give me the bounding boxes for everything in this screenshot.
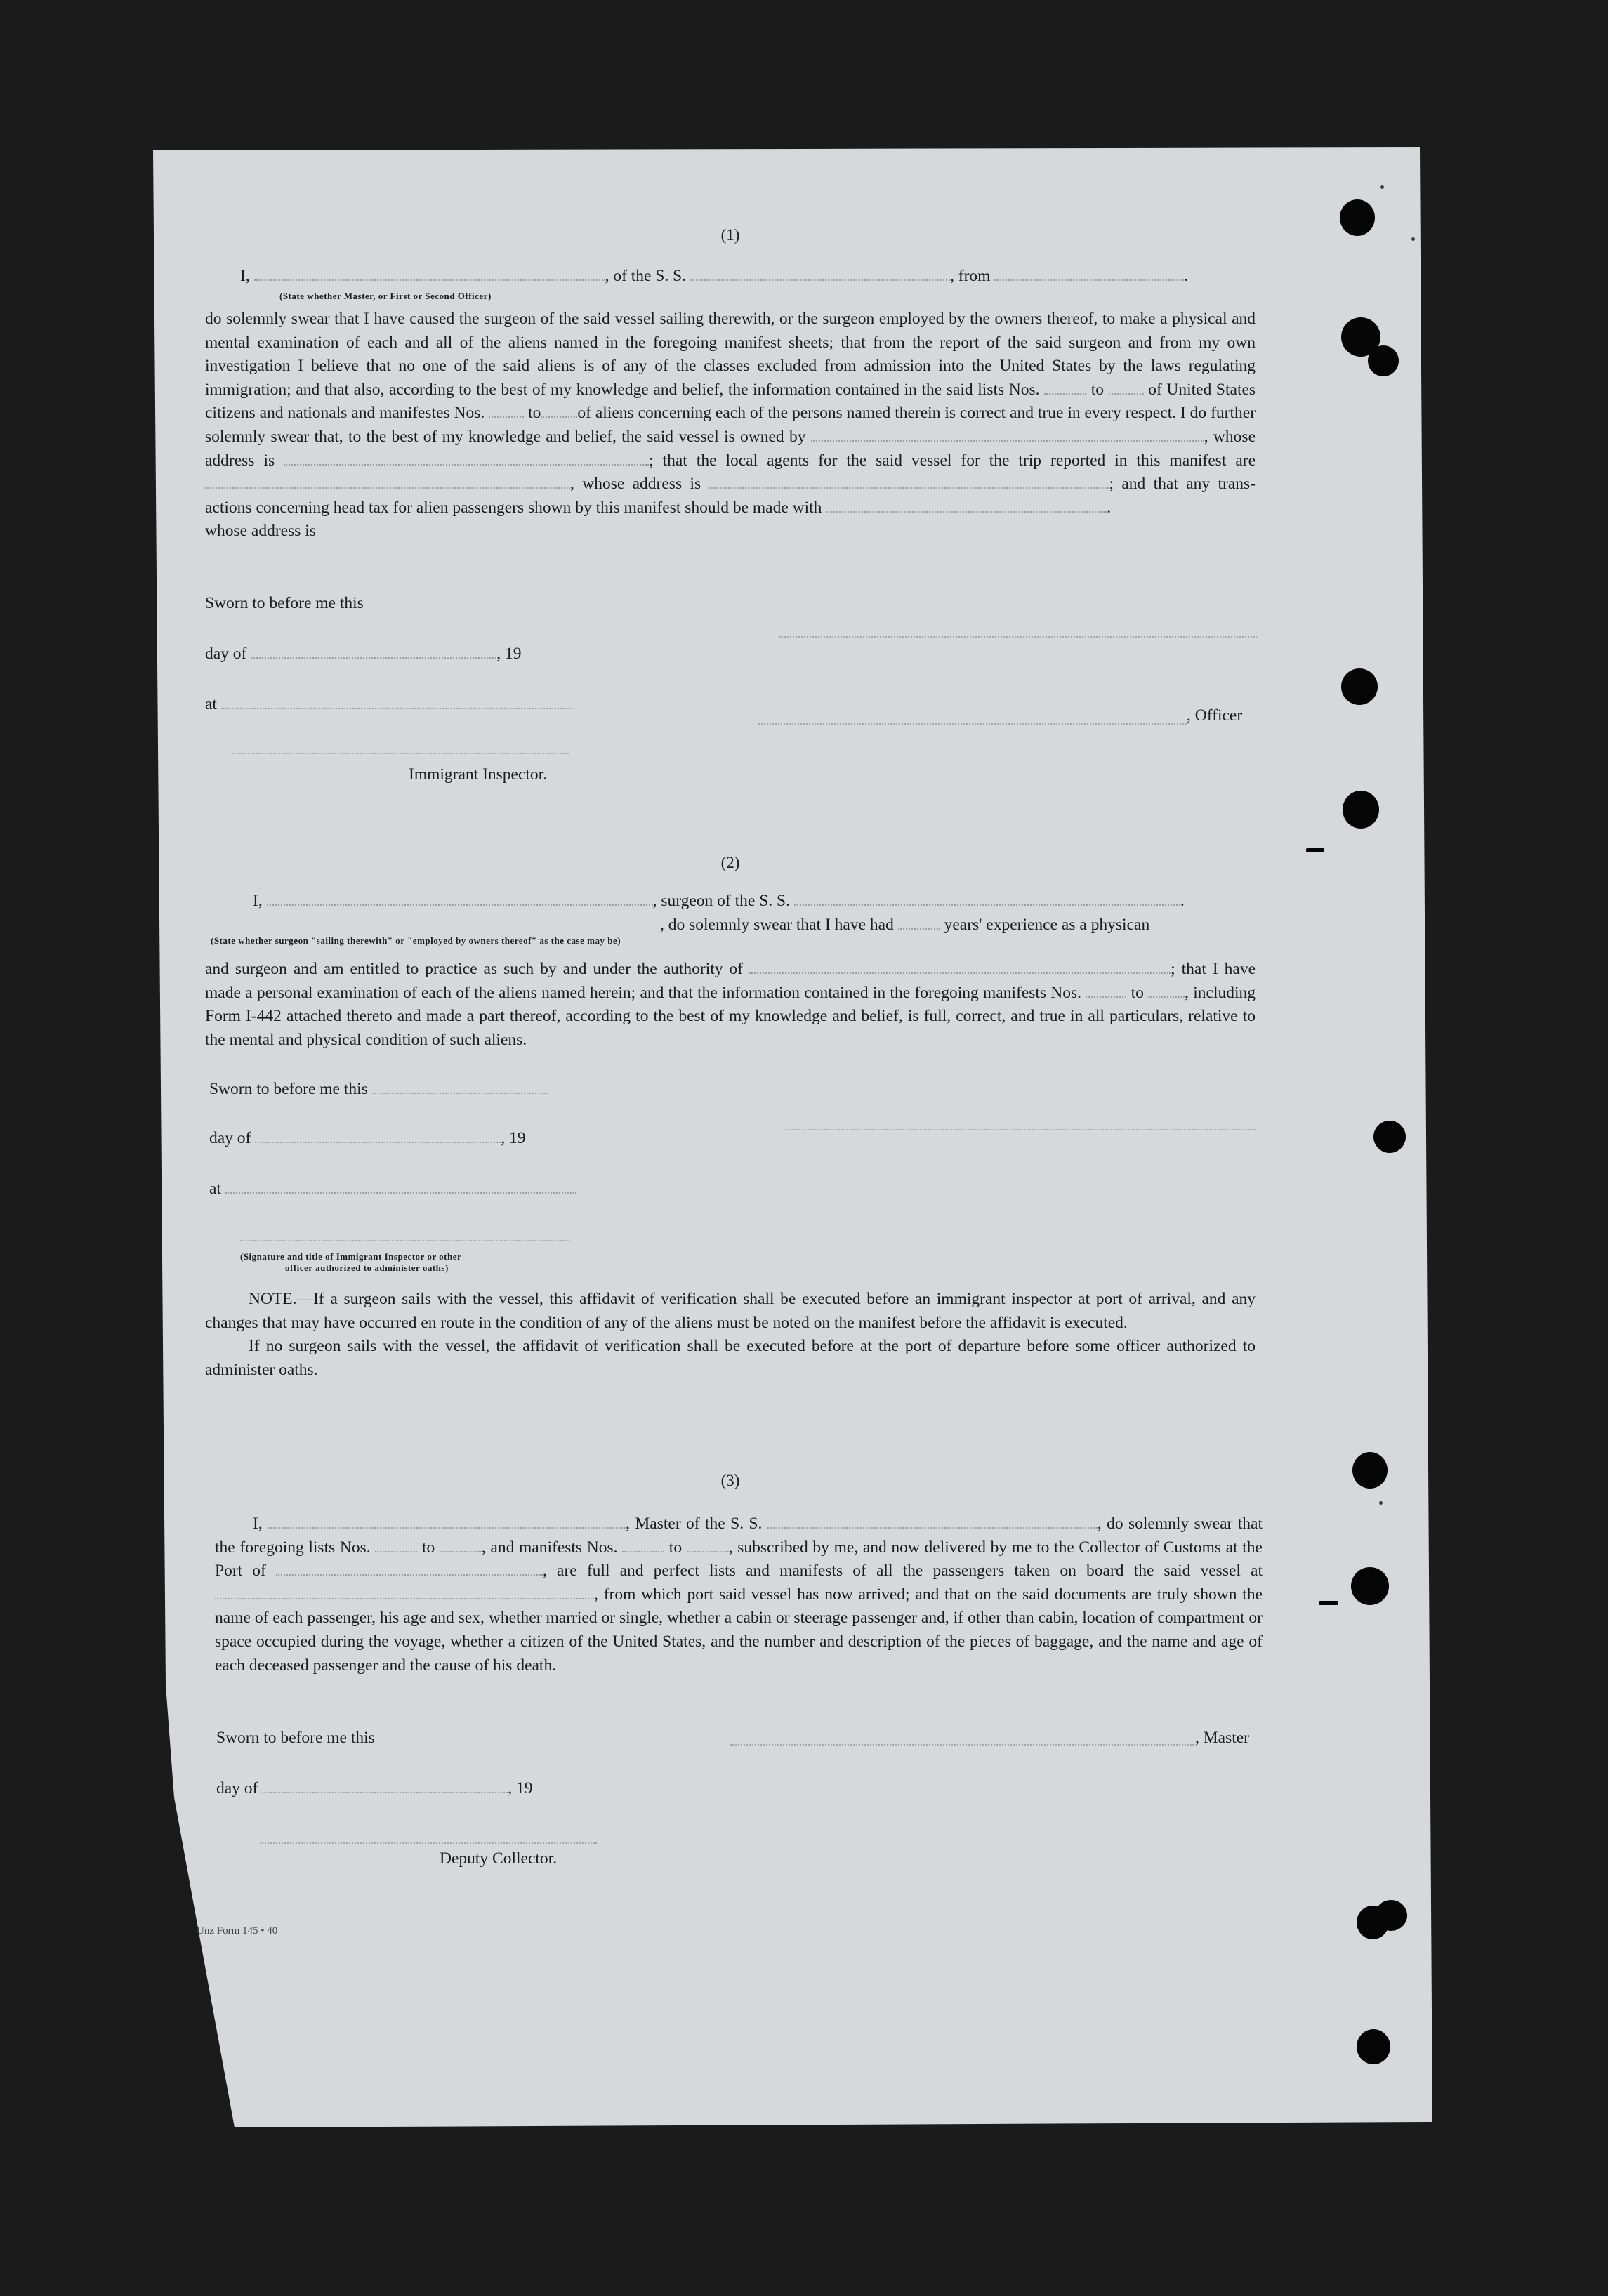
speck	[1379, 1501, 1383, 1505]
to-label: to	[668, 1538, 683, 1557]
speck	[1411, 237, 1415, 241]
year-label: , 19	[501, 1129, 526, 1147]
blank-manifest-to	[687, 1538, 729, 1552]
from-label: , from	[950, 267, 991, 285]
rank-caption: (State whether Master, or First or Second Officer)	[279, 291, 492, 301]
i-label: I,	[253, 1515, 263, 1533]
to-label: to	[1090, 380, 1104, 399]
section1-line1	[240, 267, 1256, 286]
blank-ship-name	[794, 892, 1180, 906]
margin-mark	[1319, 1601, 1338, 1605]
oath-text: , and manifests Nos.	[481, 1538, 618, 1557]
oath-text: , Master of the S. S.	[626, 1515, 763, 1533]
oath-text: ; that the local agents for the said vessel for the trip reported in this manifest are	[649, 451, 1256, 470]
section1-sworn: Sworn to before me this	[205, 594, 364, 612]
sig-caption-1: (Signature and title of Immigrant Inspector or other	[240, 1251, 462, 1262]
inspector-sig-line	[240, 1240, 570, 1241]
blank-manifest-to	[541, 404, 577, 418]
section2-day-of	[209, 1129, 526, 1148]
blank-sworn	[372, 1080, 548, 1094]
blank-agents-address	[709, 475, 1109, 489]
blank-head-tax-agent	[826, 499, 1107, 513]
period: .	[1184, 267, 1189, 285]
blank-owner	[811, 428, 1204, 442]
blank-rank	[254, 267, 605, 281]
deputy-line	[260, 1842, 597, 1844]
oath-text: , subscribed by me, and now delivered by me to the Collector of Customs at the Port of	[215, 1538, 1263, 1581]
i-label: I,	[240, 267, 250, 285]
blank-list-to	[1109, 381, 1144, 395]
section3-oath	[215, 1512, 1263, 1677]
at-label: at	[209, 1180, 221, 1198]
blank-list-from	[375, 1538, 417, 1552]
oath-text: of United States citizens and nationals and manifestes Nos.	[205, 380, 1256, 423]
blank-list-from	[1044, 381, 1086, 395]
oath-text: of aliens concerning each of the persons named therein is correct and true in every respect. I do further solemnly swear that, to the best of my knowledge and belief, the said vessel is owned by	[205, 404, 1256, 446]
sworn-label: Sworn to before me this	[209, 1080, 368, 1098]
punch-hole	[1368, 345, 1399, 376]
blank-master-name	[268, 1515, 626, 1529]
period: .	[1180, 892, 1185, 910]
blank-day	[251, 645, 496, 659]
punch-hole	[1352, 1452, 1388, 1489]
year-label: , 19	[496, 645, 522, 663]
section3-master: , Master	[1195, 1729, 1250, 1747]
section3-day-of	[216, 1779, 533, 1798]
blank-manifest-from	[1086, 984, 1126, 998]
punch-hole	[1351, 1567, 1389, 1605]
sig-caption-2: officer authorized to administer oaths)	[285, 1262, 449, 1273]
section1-officer: , Officer	[1187, 706, 1243, 725]
section2-number: (2)	[720, 854, 740, 871]
at-label: at	[205, 695, 217, 713]
section1-day-of	[205, 645, 522, 664]
punch-hole	[1340, 199, 1375, 236]
surgeon-caption: (State whether surgeon "sailing therewith" or "employed by owners thereof" as the case may be)	[211, 935, 621, 946]
day-of-label: day of	[205, 645, 247, 663]
of-ss-label: , of the S. S.	[605, 267, 687, 285]
sig-line	[785, 1129, 1256, 1130]
section2-oath	[205, 958, 1256, 1052]
punch-hole	[1341, 668, 1378, 705]
section3-deputy: Deputy Collector.	[440, 1849, 558, 1868]
blank-years	[898, 916, 940, 930]
semicolon: ;	[1171, 960, 1175, 978]
blank-place	[225, 1180, 576, 1194]
master-sig-line	[730, 1744, 1194, 1746]
section2-note	[205, 1288, 1256, 1382]
oath-text: that I have made a personal examination of each of the aliens named herein; and that the information contained in the foregoing manifests Nos.	[205, 960, 1256, 1002]
oath-text: whose address is	[205, 522, 316, 541]
years-label: years' experience as a physican	[944, 916, 1150, 934]
year-label: , 19	[508, 1779, 533, 1797]
sig-line	[779, 636, 1257, 638]
swear-label: , do solemnly swear that I have had	[660, 916, 894, 934]
oath-text: that the foregoing lists Nos.	[215, 1515, 1263, 1557]
oath-text: , whose address is	[570, 475, 701, 494]
punch-hole	[1357, 2029, 1390, 2064]
note-text: NOTE.—If a surgeon sails with the vessel, this affidavit of verification shall be executed before an immigrant inspector at port of arrival, and any changes that may have occurred en route in the condition of any of the aliens must be noted on the manifest before the affidavit is executed.	[205, 1290, 1256, 1332]
oath-text: , do solemnly swear	[1097, 1515, 1233, 1533]
speck	[1380, 185, 1384, 189]
oath-text: , whose address is	[205, 427, 1256, 470]
blank-authority	[749, 960, 1171, 974]
blank-manifest-from	[622, 1538, 664, 1552]
punch-hole	[1373, 1121, 1406, 1153]
note-text: If no surgeon sails with the vessel, the affidavit of verification shall be executed before at the port of departure before some officer authorized to administer oaths.	[205, 1337, 1256, 1379]
section1-inspector: Immigrant Inspector.	[409, 765, 548, 784]
oath-text: , from which port said vessel has now arrived; and that on the said documents are truly shown the name of each passenger, his age and sex, whether married or single, whether a cabin or steerage passenger and, if other than cabin, location of compartment or space occupied during the voyage, whether a citizen of the United States, and the number and description of the pieces of baggage, and the name and age of each deceased passenger and the cause of his death.	[215, 1585, 1263, 1675]
oath-text: and surgeon and am entitled to practice as such by and under the authority of	[205, 960, 744, 978]
blank-ship-name	[690, 267, 950, 281]
i-label: I,	[253, 892, 263, 910]
oath-text: , including Form I-442 attached thereto and made a part thereof, according to the best of my knowledge and belief, is full, correct, and true in all particulars, relative to the mental and physical condition of such aliens.	[205, 983, 1256, 1049]
section2-at	[209, 1180, 576, 1199]
blank-manifest-from	[489, 404, 524, 418]
blank-day	[255, 1129, 501, 1143]
section2-line1	[253, 892, 1185, 911]
section2-sworn	[209, 1080, 548, 1099]
blank-place	[221, 695, 572, 709]
day-of-label: day of	[216, 1779, 258, 1797]
to-label: to	[421, 1538, 435, 1557]
blank-day	[262, 1779, 508, 1793]
surgeon-label: , surgeon of the S. S.	[652, 892, 790, 910]
margin-mark	[1306, 848, 1324, 852]
punch-hole	[1343, 791, 1379, 829]
officer-sig-line	[758, 723, 1187, 725]
oath-text: ; and that any trans-actions concerning head tax for alien passengers shown by this manifest should be made with	[205, 475, 1256, 517]
blank-port	[276, 1562, 543, 1576]
blank-surgeon-name	[267, 892, 653, 906]
blank-manifest-to	[1148, 984, 1185, 998]
oath-text: do solemnly swear that I have caused the surgeon of the said vessel sailing therewith, or the surgeon employed by the owners thereof, to make a physical and mental examination of each and all of the aliens named in the foregoing manifest sheets; that from the report of the said surgeon and from my own investigation I believe that no one of the said aliens is of any of the classes excluded from admission into the United States by the laws regulating immigration; and that also, according to the best of my knowledge and belief, the information contained in the said lists Nos.	[205, 310, 1256, 399]
blank-departure-port	[215, 1585, 594, 1599]
to-label: to	[528, 404, 541, 423]
blank-list-to	[440, 1538, 482, 1552]
form-number: Unz Form 145 • 40	[197, 1925, 278, 1937]
blank-agents	[205, 475, 570, 489]
inspector-line	[232, 753, 569, 754]
section2-line2	[660, 916, 1149, 935]
day-of-label: day of	[209, 1129, 251, 1147]
period: .	[1107, 498, 1112, 517]
blank-owner-address	[284, 451, 649, 466]
punch-hole	[1375, 1900, 1407, 1931]
oath-text: , are full and perfect lists and manifests of all the passengers taken on board the said vessel at	[543, 1562, 1263, 1581]
to-label: to	[1131, 983, 1144, 1002]
section1-number: (1)	[720, 226, 740, 244]
blank-ship-name	[767, 1515, 1098, 1529]
section1-at	[205, 695, 572, 714]
section3-number: (3)	[720, 1472, 740, 1489]
blank-from-port	[994, 267, 1184, 281]
section1-oath	[205, 308, 1256, 543]
section3-sworn: Sworn to before me this	[216, 1729, 375, 1747]
